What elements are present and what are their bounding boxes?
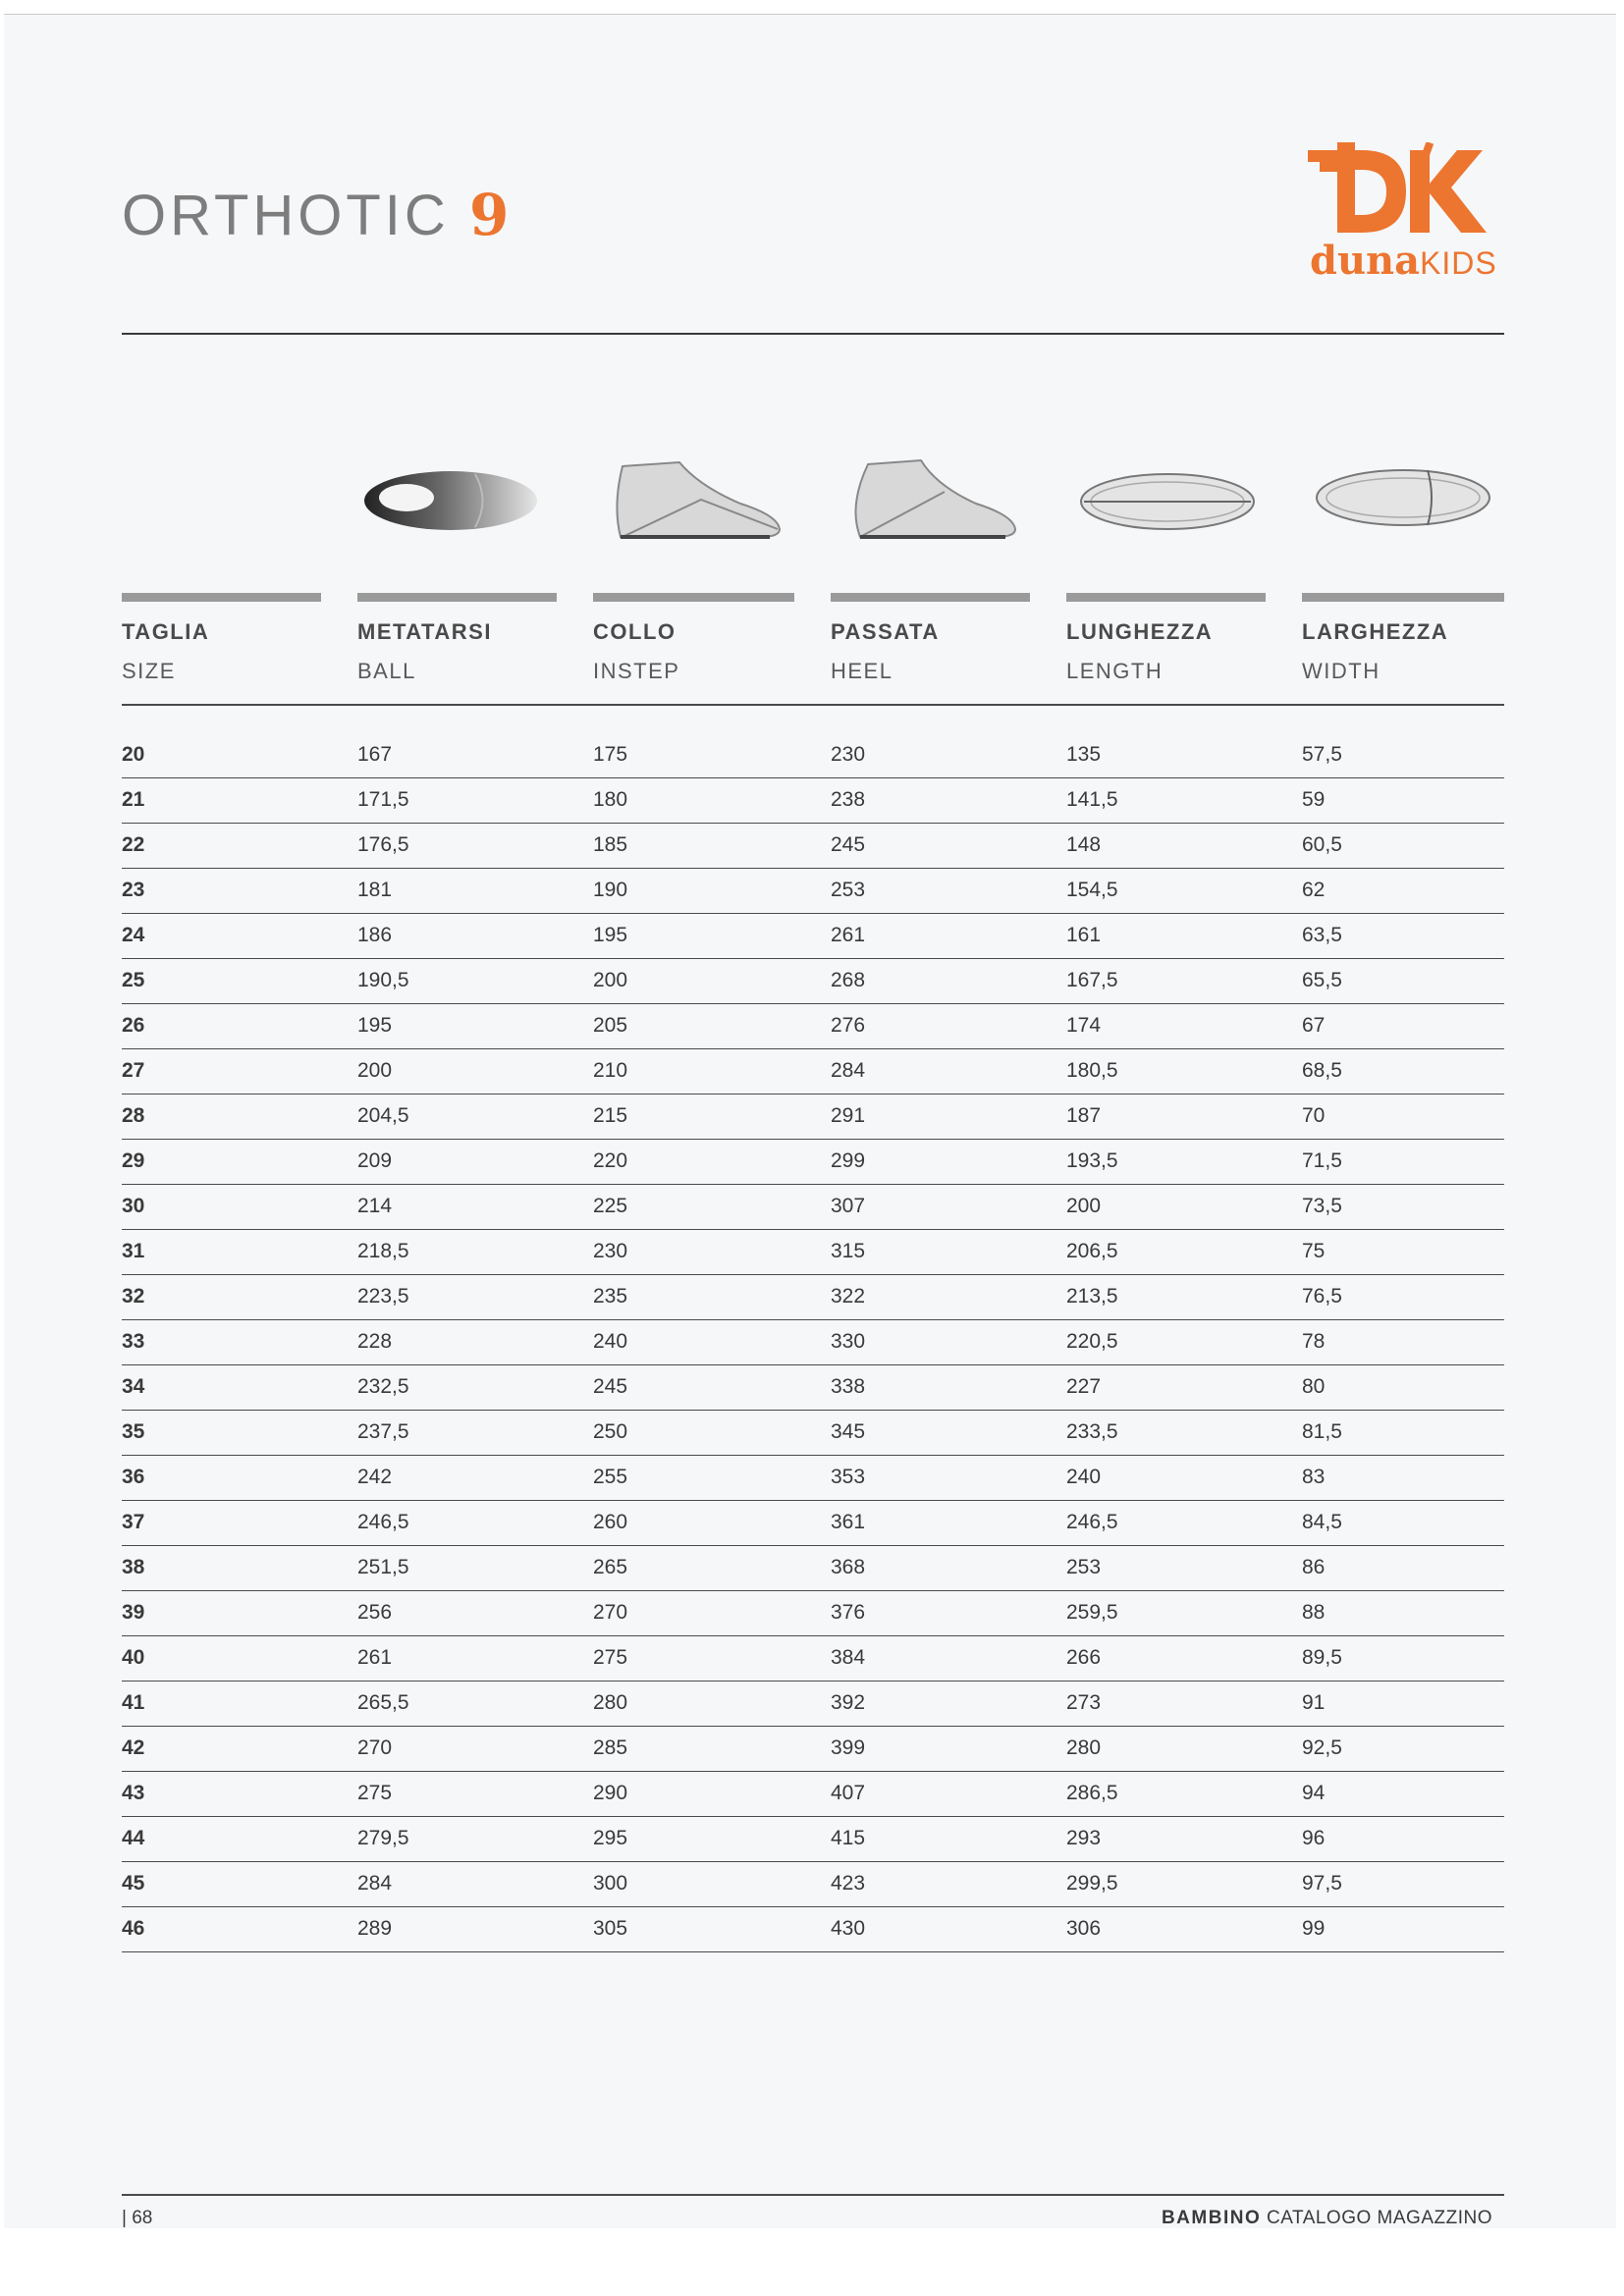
cell-width: 91 xyxy=(1302,1691,1326,1714)
cell-ball: 275 xyxy=(357,1782,393,1804)
cell-ball: 279,5 xyxy=(357,1827,409,1849)
cell-heel: 268 xyxy=(831,969,866,991)
cell-instep: 275 xyxy=(593,1646,628,1669)
cell-ball: 209 xyxy=(357,1149,393,1172)
cell-length: 233,5 xyxy=(1066,1420,1118,1443)
cell-size: 29 xyxy=(122,1149,145,1172)
cell-width: 88 xyxy=(1302,1601,1326,1624)
cell-instep: 195 xyxy=(593,924,628,946)
cell-width: 59 xyxy=(1302,788,1326,811)
cell-length: 148 xyxy=(1066,833,1102,856)
column-subheader-size: SIZE xyxy=(122,659,176,683)
cell-size: 32 xyxy=(122,1285,145,1308)
table-row xyxy=(122,1817,1504,1862)
sole-width-icon xyxy=(1310,447,1496,555)
cell-ball: 204,5 xyxy=(357,1104,409,1127)
cell-ball: 237,5 xyxy=(357,1420,409,1443)
cell-ball: 200 xyxy=(357,1059,393,1082)
column-subheader-width: WIDTH xyxy=(1302,659,1380,683)
table-row xyxy=(122,1727,1504,1772)
cell-size: 45 xyxy=(122,1872,145,1895)
table-row xyxy=(122,1185,1504,1230)
cell-instep: 290 xyxy=(593,1782,628,1804)
column-subheader-heel: HEEL xyxy=(831,659,893,683)
cell-instep: 270 xyxy=(593,1601,628,1624)
cell-ball: 167 xyxy=(357,743,393,766)
sole-length-icon xyxy=(1074,447,1261,555)
table-row xyxy=(122,869,1504,914)
cell-instep: 190 xyxy=(593,879,628,901)
cell-width: 62 xyxy=(1302,879,1326,901)
cell-width: 67 xyxy=(1302,1014,1326,1037)
table-row xyxy=(122,1230,1504,1275)
table-row xyxy=(122,1682,1504,1727)
cell-heel: 376 xyxy=(831,1601,866,1624)
column-header-instep: COLLO xyxy=(593,619,677,644)
cell-heel: 361 xyxy=(831,1511,866,1533)
table-row xyxy=(122,1591,1504,1636)
dk-logo-icon xyxy=(1308,142,1504,240)
cell-width: 70 xyxy=(1302,1104,1326,1127)
insole-top-icon xyxy=(357,447,544,555)
logo-brand-duna: duna xyxy=(1310,238,1421,284)
cell-size: 30 xyxy=(122,1195,145,1217)
cell-ball: 176,5 xyxy=(357,833,409,856)
cell-instep: 245 xyxy=(593,1375,628,1398)
cell-size: 21 xyxy=(122,788,145,811)
table-row xyxy=(122,778,1504,824)
cell-length: 266 xyxy=(1066,1646,1102,1669)
cell-ball: 181 xyxy=(357,879,393,901)
table-row xyxy=(122,1907,1504,1952)
cell-heel: 399 xyxy=(831,1736,866,1759)
cell-heel: 291 xyxy=(831,1104,866,1127)
cell-size: 22 xyxy=(122,833,145,856)
column-bar-width xyxy=(1302,593,1504,602)
cell-instep: 305 xyxy=(593,1917,628,1940)
table-row xyxy=(122,1365,1504,1411)
cell-width: 89,5 xyxy=(1302,1646,1342,1669)
logo-brand-kids: KIDS xyxy=(1420,245,1497,281)
cell-heel: 322 xyxy=(831,1285,866,1308)
cell-size: 40 xyxy=(122,1646,145,1669)
cell-ball: 218,5 xyxy=(357,1240,409,1262)
cell-size: 25 xyxy=(122,969,145,991)
cell-length: 273 xyxy=(1066,1691,1102,1714)
cell-instep: 280 xyxy=(593,1691,628,1714)
cell-length: 193,5 xyxy=(1066,1149,1118,1172)
header-divider xyxy=(122,333,1504,335)
cell-size: 27 xyxy=(122,1059,145,1082)
cell-instep: 285 xyxy=(593,1736,628,1759)
table-row xyxy=(122,1862,1504,1907)
cell-instep: 250 xyxy=(593,1420,628,1443)
cell-heel: 253 xyxy=(831,879,866,901)
cell-width: 81,5 xyxy=(1302,1420,1342,1443)
cell-instep: 185 xyxy=(593,833,628,856)
cell-ball: 214 xyxy=(357,1195,393,1217)
foot-instep-icon xyxy=(603,447,789,555)
cell-length: 135 xyxy=(1066,743,1102,766)
catalog-footer xyxy=(1162,2208,1492,2229)
cell-heel: 353 xyxy=(831,1466,866,1488)
cell-length: 253 xyxy=(1066,1556,1102,1578)
table-row xyxy=(122,1049,1504,1095)
cell-instep: 235 xyxy=(593,1285,628,1308)
column-subheader-length: LENGTH xyxy=(1066,659,1164,683)
cell-ball: 195 xyxy=(357,1014,393,1037)
cell-instep: 225 xyxy=(593,1195,628,1217)
cell-ball: 228 xyxy=(357,1330,393,1353)
cell-instep: 180 xyxy=(593,788,628,811)
cell-heel: 407 xyxy=(831,1782,866,1804)
table-row xyxy=(122,1411,1504,1456)
cell-width: 94 xyxy=(1302,1782,1326,1804)
duna-kids-logo xyxy=(1308,142,1504,290)
table-row xyxy=(122,733,1504,778)
cell-instep: 230 xyxy=(593,1240,628,1262)
logo-brand xyxy=(1310,238,1497,284)
cell-width: 71,5 xyxy=(1302,1149,1342,1172)
table-row xyxy=(122,1320,1504,1365)
cell-size: 24 xyxy=(122,924,145,946)
table-row xyxy=(122,1546,1504,1591)
cell-heel: 430 xyxy=(831,1917,866,1940)
cell-width: 65,5 xyxy=(1302,969,1342,991)
cell-size: 35 xyxy=(122,1420,145,1443)
cell-heel: 284 xyxy=(831,1059,866,1082)
table-row xyxy=(122,1772,1504,1817)
cell-heel: 230 xyxy=(831,743,866,766)
column-header-ball: METATARSI xyxy=(357,619,492,644)
page-number: | 68 xyxy=(122,2208,153,2228)
cell-heel: 238 xyxy=(831,788,866,811)
cell-instep: 255 xyxy=(593,1466,628,1488)
cell-length: 299,5 xyxy=(1066,1872,1118,1895)
title-number: 9 xyxy=(468,182,510,248)
footer-bold: BAMBINO xyxy=(1161,2208,1262,2228)
cell-heel: 307 xyxy=(831,1195,866,1217)
cell-heel: 415 xyxy=(831,1827,866,1849)
cell-heel: 299 xyxy=(831,1149,866,1172)
column-header-width: LARGHEZZA xyxy=(1302,619,1449,644)
cell-length: 246,5 xyxy=(1066,1511,1118,1533)
cell-ball: 190,5 xyxy=(357,969,409,991)
size-table xyxy=(122,733,1504,1952)
cell-size: 33 xyxy=(122,1330,145,1353)
cell-ball: 261 xyxy=(357,1646,393,1669)
title-text: ORTHOTIC xyxy=(122,184,450,247)
cell-heel: 384 xyxy=(831,1646,866,1669)
cell-length: 293 xyxy=(1066,1827,1102,1849)
page-title xyxy=(122,182,509,248)
cell-ball: 242 xyxy=(357,1466,393,1488)
cell-heel: 345 xyxy=(831,1420,866,1443)
cell-width: 76,5 xyxy=(1302,1285,1342,1308)
cell-instep: 175 xyxy=(593,743,628,766)
cell-size: 44 xyxy=(122,1827,145,1849)
cell-length: 167,5 xyxy=(1066,969,1118,991)
cell-instep: 210 xyxy=(593,1059,628,1082)
cell-length: 306 xyxy=(1066,1917,1102,1940)
table-row xyxy=(122,1275,1504,1320)
header-rule xyxy=(122,704,1504,706)
table-row xyxy=(122,824,1504,869)
table-row xyxy=(122,1501,1504,1546)
cell-heel: 392 xyxy=(831,1691,866,1714)
column-subheader-ball: BALL xyxy=(357,659,416,683)
cell-length: 154,5 xyxy=(1066,879,1118,901)
cell-width: 60,5 xyxy=(1302,833,1342,856)
cell-ball: 246,5 xyxy=(357,1511,409,1533)
cell-size: 37 xyxy=(122,1511,145,1533)
cell-size: 26 xyxy=(122,1014,145,1037)
cell-length: 227 xyxy=(1066,1375,1102,1398)
cell-length: 259,5 xyxy=(1066,1601,1118,1624)
table-row xyxy=(122,1095,1504,1140)
cell-length: 213,5 xyxy=(1066,1285,1118,1308)
cell-instep: 260 xyxy=(593,1511,628,1533)
cell-heel: 261 xyxy=(831,924,866,946)
cell-heel: 330 xyxy=(831,1330,866,1353)
cell-length: 161 xyxy=(1066,924,1102,946)
cell-width: 78 xyxy=(1302,1330,1326,1353)
cell-instep: 215 xyxy=(593,1104,628,1127)
column-bar-ball xyxy=(357,593,557,602)
cell-width: 96 xyxy=(1302,1827,1326,1849)
catalog-page xyxy=(4,14,1616,2228)
column-bar-heel xyxy=(831,593,1030,602)
column-bar-instep xyxy=(593,593,794,602)
cell-heel: 245 xyxy=(831,833,866,856)
cell-length: 180,5 xyxy=(1066,1059,1118,1082)
cell-size: 42 xyxy=(122,1736,145,1759)
cell-instep: 295 xyxy=(593,1827,628,1849)
table-row xyxy=(122,1636,1504,1682)
cell-width: 86 xyxy=(1302,1556,1326,1578)
column-bar-length xyxy=(1066,593,1266,602)
cell-instep: 300 xyxy=(593,1872,628,1895)
cell-width: 83 xyxy=(1302,1466,1326,1488)
table-row xyxy=(122,959,1504,1004)
cell-length: 286,5 xyxy=(1066,1782,1118,1804)
cell-length: 174 xyxy=(1066,1014,1102,1037)
table-row xyxy=(122,914,1504,959)
cell-ball: 223,5 xyxy=(357,1285,409,1308)
cell-ball: 232,5 xyxy=(357,1375,409,1398)
cell-heel: 315 xyxy=(831,1240,866,1262)
footer-divider xyxy=(122,2194,1504,2196)
column-header-heel: PASSATA xyxy=(831,619,940,644)
cell-size: 23 xyxy=(122,879,145,901)
footer-rest: CATALOGO MAGAZZINO xyxy=(1261,2208,1492,2228)
cell-ball: 284 xyxy=(357,1872,393,1895)
cell-length: 280 xyxy=(1066,1736,1102,1759)
cell-length: 141,5 xyxy=(1066,788,1118,811)
cell-length: 200 xyxy=(1066,1195,1102,1217)
cell-ball: 256 xyxy=(357,1601,393,1624)
cell-ball: 171,5 xyxy=(357,788,409,811)
table-row xyxy=(122,1456,1504,1501)
cell-width: 57,5 xyxy=(1302,743,1342,766)
cell-width: 68,5 xyxy=(1302,1059,1342,1082)
cell-instep: 220 xyxy=(593,1149,628,1172)
cell-size: 20 xyxy=(122,743,145,766)
column-header-size: TAGLIA xyxy=(122,619,210,644)
cell-size: 36 xyxy=(122,1466,145,1488)
cell-width: 63,5 xyxy=(1302,924,1342,946)
cell-size: 41 xyxy=(122,1691,145,1714)
cell-length: 240 xyxy=(1066,1466,1102,1488)
cell-instep: 200 xyxy=(593,969,628,991)
cell-instep: 265 xyxy=(593,1556,628,1578)
table-row xyxy=(122,1140,1504,1185)
cell-size: 39 xyxy=(122,1601,145,1624)
cell-width: 73,5 xyxy=(1302,1195,1342,1217)
column-subheader-instep: INSTEP xyxy=(593,659,680,683)
cell-heel: 276 xyxy=(831,1014,866,1037)
foot-heel-icon xyxy=(839,447,1025,555)
column-bar-size xyxy=(122,593,321,602)
cell-heel: 368 xyxy=(831,1556,866,1578)
cell-length: 187 xyxy=(1066,1104,1102,1127)
table-row xyxy=(122,1004,1504,1049)
cell-ball: 289 xyxy=(357,1917,393,1940)
cell-width: 80 xyxy=(1302,1375,1326,1398)
cell-width: 97,5 xyxy=(1302,1872,1342,1895)
cell-width: 92,5 xyxy=(1302,1736,1342,1759)
cell-width: 84,5 xyxy=(1302,1511,1342,1533)
cell-width: 75 xyxy=(1302,1240,1326,1262)
cell-ball: 251,5 xyxy=(357,1556,409,1578)
cell-width: 99 xyxy=(1302,1917,1326,1940)
cell-length: 220,5 xyxy=(1066,1330,1118,1353)
cell-ball: 186 xyxy=(357,924,393,946)
cell-heel: 423 xyxy=(831,1872,866,1895)
cell-size: 43 xyxy=(122,1782,145,1804)
cell-heel: 338 xyxy=(831,1375,866,1398)
cell-ball: 270 xyxy=(357,1736,393,1759)
cell-size: 31 xyxy=(122,1240,145,1262)
column-header-length: LUNGHEZZA xyxy=(1066,619,1214,644)
cell-length: 206,5 xyxy=(1066,1240,1118,1262)
cell-size: 34 xyxy=(122,1375,145,1398)
cell-instep: 240 xyxy=(593,1330,628,1353)
cell-size: 46 xyxy=(122,1917,145,1940)
cell-size: 38 xyxy=(122,1556,145,1578)
cell-instep: 205 xyxy=(593,1014,628,1037)
cell-size: 28 xyxy=(122,1104,145,1127)
cell-ball: 265,5 xyxy=(357,1691,409,1714)
